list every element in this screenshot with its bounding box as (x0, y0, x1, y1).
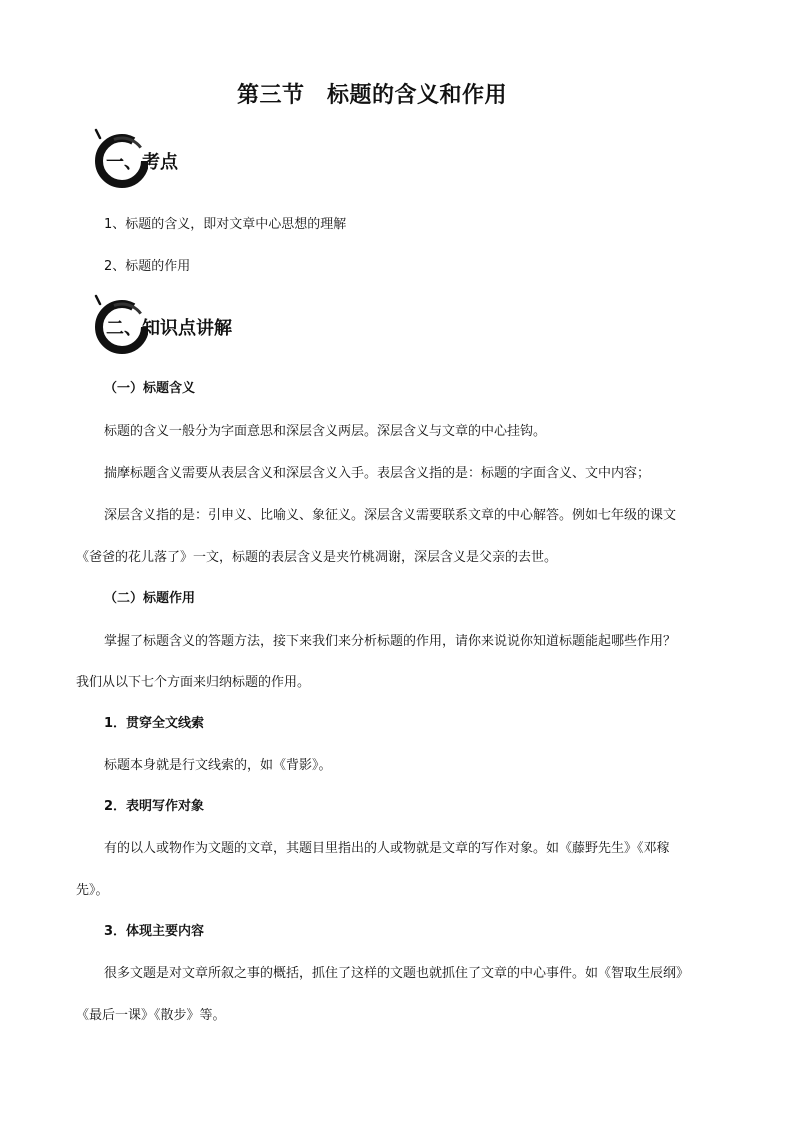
paragraph: 先》。 (76, 883, 109, 898)
section-heading-kaodian (88, 124, 288, 204)
point-heading: 3．体现主要内容 (104, 924, 205, 939)
section-label: 二、知识点讲解 (106, 318, 232, 339)
paragraph: 《爸爸的花儿落了》一文，标题的表层含义是夹竹桃凋谢，深层含义是父亲的去世。 (76, 550, 558, 565)
paragraph: 深层含义指的是：引申义、比喻义、象征义。深层含义需要联系文章的中心解答。例如七年级的课文 (104, 508, 677, 523)
paragraph: 标题本身就是行文线索的，如《背影》。 (104, 758, 332, 773)
subsection-heading: （一）标题含义 (104, 381, 196, 396)
section-label: 一、考点 (106, 152, 178, 173)
point-heading: 1．贯穿全文线索 (104, 716, 205, 731)
page-title: 第三节 标题的含义和作用 (236, 83, 507, 108)
list-item: 1、标题的含义，即对文章中心思想的理解 (104, 217, 347, 232)
section-heading-knowledge (88, 290, 288, 370)
paragraph: 很多文题是对文章所叙之事的概括，抓住了这样的文题也就抓住了文章的中心事件。如《智取生辰纲》 (104, 966, 690, 981)
paragraph: 我们从以下七个方面来归纳标题的作用。 (76, 675, 311, 690)
paragraph: 掌握了标题含义的答题方法，接下来我们来分析标题的作用，请你来说说你知道标题能起哪些作用？ (104, 634, 677, 649)
point-heading: 2．表明写作对象 (104, 799, 205, 814)
paragraph: 标题的含义一般分为字面意思和深层含义两层。深层含义与文章的中心挂钩。 (104, 424, 547, 439)
subsection-heading: （二）标题作用 (104, 591, 196, 606)
paragraph: 《最后一课》《散步》等。 (76, 1008, 226, 1023)
list-item: 2、标题的作用 (104, 259, 191, 274)
paragraph: 揣摩标题含义需要从表层含义和深层含义入手。表层含义指的是：标题的字面含义、文中内容； (104, 466, 651, 481)
paragraph: 有的以人或物作为文题的文章，其题目里指出的人或物就是文章的写作对象。如《藤野先生》《邓稼 (104, 841, 670, 856)
